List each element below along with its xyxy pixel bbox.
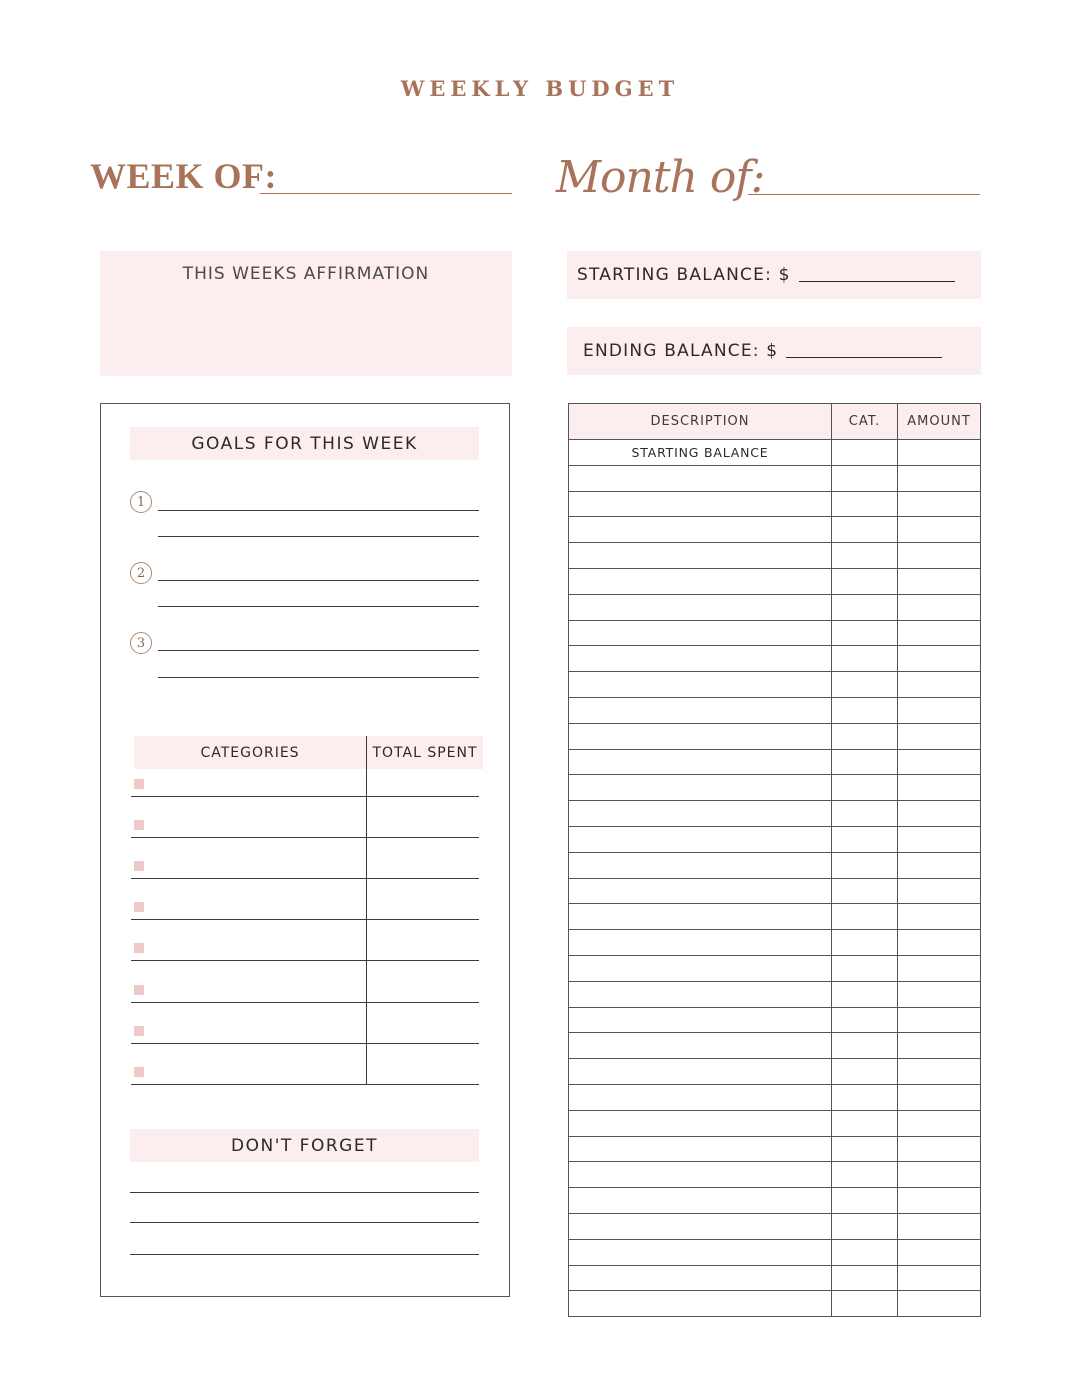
table-cell[interactable] (898, 775, 981, 801)
table-row (569, 517, 981, 543)
table-cell[interactable] (898, 826, 981, 852)
table-cell[interactable] (898, 491, 981, 517)
table-row (569, 801, 981, 827)
ending-balance-label: ENDING BALANCE: $ (583, 341, 779, 361)
description-column-header: DESCRIPTION (569, 404, 832, 440)
table-cell[interactable] (832, 1265, 898, 1291)
table-cell[interactable] (569, 1033, 832, 1059)
category-checkbox[interactable] (134, 943, 144, 953)
table-row (569, 1110, 981, 1136)
table-cell[interactable] (832, 465, 898, 491)
table-cell[interactable] (898, 1188, 981, 1214)
table-cell[interactable] (832, 955, 898, 981)
table-cell[interactable] (898, 1136, 981, 1162)
starting-balance-label: STARTING BALANCE: $ (577, 265, 791, 285)
table-cell[interactable] (569, 775, 832, 801)
table-row (569, 491, 981, 517)
table-cell[interactable] (832, 981, 898, 1007)
table-cell[interactable] (898, 723, 981, 749)
table-cell[interactable] (898, 1033, 981, 1059)
table-cell[interactable] (898, 878, 981, 904)
table-cell[interactable] (569, 1007, 832, 1033)
table-cell[interactable] (832, 1136, 898, 1162)
table-row (569, 594, 981, 620)
transactions-header-row (569, 404, 981, 440)
category-row-line[interactable] (131, 878, 479, 879)
table-cell[interactable] (569, 1059, 832, 1085)
table-cell[interactable] (898, 1239, 981, 1265)
table-row (569, 440, 981, 466)
table-cell[interactable] (569, 620, 832, 646)
month-of-label: Month of: (556, 152, 765, 203)
table-cell[interactable] (832, 517, 898, 543)
category-row-line[interactable] (131, 837, 479, 838)
table-cell[interactable] (832, 1188, 898, 1214)
table-cell[interactable] (569, 1162, 832, 1188)
table-cell[interactable] (569, 1188, 832, 1214)
table-cell[interactable] (898, 981, 981, 1007)
table-cell[interactable] (898, 749, 981, 775)
table-row (569, 1084, 981, 1110)
table-cell[interactable] (832, 620, 898, 646)
table-cell[interactable] (569, 1291, 832, 1317)
table-cell[interactable] (898, 1110, 981, 1136)
table-cell[interactable] (569, 981, 832, 1007)
table-row (569, 1239, 981, 1265)
table-row (569, 1162, 981, 1188)
table-cell[interactable] (569, 1265, 832, 1291)
table-cell[interactable] (569, 1084, 832, 1110)
table-row (569, 672, 981, 698)
table-row (569, 955, 981, 981)
table-cell[interactable] (898, 1291, 981, 1317)
goal-2-line-1[interactable] (158, 580, 479, 581)
table-cell[interactable] (898, 594, 981, 620)
table-row (569, 981, 981, 1007)
table-cell[interactable] (898, 955, 981, 981)
category-row-line[interactable] (131, 1084, 479, 1085)
dont-forget-line-1[interactable] (130, 1192, 479, 1193)
table-row (569, 568, 981, 594)
table-cell[interactable] (898, 1265, 981, 1291)
table-cell[interactable] (569, 723, 832, 749)
table-cell[interactable] (832, 1059, 898, 1085)
category-checkbox[interactable] (134, 1067, 144, 1077)
table-row (569, 620, 981, 646)
table-cell[interactable] (569, 517, 832, 543)
table-cell[interactable] (569, 852, 832, 878)
starting-balance-field[interactable] (799, 269, 955, 282)
table-cell[interactable] (569, 543, 832, 569)
table-cell[interactable] (832, 904, 898, 930)
table-row (569, 1291, 981, 1317)
starting-balance-row-label: STARTING BALANCE (569, 440, 832, 466)
table-cell[interactable] (832, 646, 898, 672)
table-cell[interactable] (569, 491, 832, 517)
table-cell[interactable] (832, 1162, 898, 1188)
dont-forget-line-2[interactable] (130, 1222, 479, 1223)
category-checkbox[interactable] (134, 902, 144, 912)
table-cell[interactable] (569, 955, 832, 981)
table-cell[interactable] (898, 930, 981, 956)
table-cell[interactable] (898, 440, 981, 466)
affirmation-label: THIS WEEKS AFFIRMATION (182, 264, 430, 284)
table-row (569, 697, 981, 723)
table-row (569, 1188, 981, 1214)
table-cell[interactable] (898, 620, 981, 646)
table-row (569, 775, 981, 801)
table-cell[interactable] (569, 1213, 832, 1239)
category-checkbox[interactable] (134, 779, 144, 789)
goal-3-line-1[interactable] (158, 650, 479, 651)
table-cell[interactable] (832, 749, 898, 775)
table-cell[interactable] (569, 749, 832, 775)
starting-balance-box (567, 251, 981, 299)
goal-1-line-2[interactable] (158, 536, 479, 537)
table-cell[interactable] (898, 646, 981, 672)
table-cell[interactable] (898, 1007, 981, 1033)
left-panel (100, 403, 510, 1297)
table-row (569, 1136, 981, 1162)
week-of-label: WEEK OF: (90, 156, 278, 196)
goal-1-line-1[interactable] (158, 510, 479, 511)
table-cell[interactable] (569, 1136, 832, 1162)
table-row (569, 723, 981, 749)
table-cell[interactable] (898, 672, 981, 698)
table-cell[interactable] (898, 517, 981, 543)
table-row (569, 904, 981, 930)
category-checkbox[interactable] (134, 985, 144, 995)
category-checkbox[interactable] (134, 820, 144, 830)
category-row-line[interactable] (131, 960, 479, 961)
table-cell[interactable] (832, 491, 898, 517)
ending-balance-box (567, 327, 981, 375)
table-row (569, 646, 981, 672)
table-cell[interactable] (898, 1084, 981, 1110)
table-row (569, 1265, 981, 1291)
table-cell[interactable] (832, 1291, 898, 1317)
table-cell[interactable] (832, 1084, 898, 1110)
table-cell[interactable] (832, 672, 898, 698)
category-checkbox[interactable] (134, 1026, 144, 1036)
table-cell[interactable] (832, 852, 898, 878)
table-cell[interactable] (832, 878, 898, 904)
table-cell[interactable] (569, 672, 832, 698)
table-cell[interactable] (832, 594, 898, 620)
goal-number-3: 3 (130, 632, 152, 654)
week-of-field[interactable] (260, 193, 512, 194)
table-cell[interactable] (898, 852, 981, 878)
category-column-header: CAT. (832, 404, 898, 440)
table-row (569, 878, 981, 904)
table-cell[interactable] (832, 1033, 898, 1059)
table-cell[interactable] (569, 904, 832, 930)
table-row (569, 749, 981, 775)
categories-column-label: CATEGORIES (200, 744, 300, 761)
category-row-line[interactable] (131, 1043, 479, 1044)
table-cell[interactable] (569, 594, 832, 620)
categories-divider (366, 736, 367, 1084)
table-cell[interactable] (898, 1213, 981, 1239)
goal-number-1: 1 (130, 491, 152, 513)
table-cell[interactable] (898, 801, 981, 827)
table-cell[interactable] (832, 697, 898, 723)
table-row (569, 1059, 981, 1085)
table-cell[interactable] (569, 568, 832, 594)
transactions-table (568, 403, 981, 1317)
category-checkbox[interactable] (134, 861, 144, 871)
goal-number-2: 2 (130, 562, 152, 584)
affirmation-box[interactable] (100, 251, 512, 376)
table-cell[interactable] (569, 1239, 832, 1265)
table-row (569, 930, 981, 956)
table-cell[interactable] (898, 904, 981, 930)
categories-header (134, 736, 366, 769)
table-cell[interactable] (832, 1239, 898, 1265)
page-title: WEEKLY BUDGET (400, 76, 680, 101)
table-cell[interactable] (569, 697, 832, 723)
goals-heading: GOALS FOR THIS WEEK (130, 427, 479, 460)
table-cell[interactable] (832, 568, 898, 594)
total-spent-column-label: TOTAL SPENT (372, 744, 478, 761)
table-cell[interactable] (898, 1059, 981, 1085)
table-row (569, 1033, 981, 1059)
table-row (569, 1213, 981, 1239)
category-row-line[interactable] (131, 796, 479, 797)
table-row (569, 465, 981, 491)
table-cell[interactable] (832, 930, 898, 956)
table-cell[interactable] (569, 1110, 832, 1136)
table-row (569, 1007, 981, 1033)
table-row (569, 826, 981, 852)
total-spent-header (367, 736, 483, 769)
table-cell[interactable] (569, 826, 832, 852)
table-cell[interactable] (832, 826, 898, 852)
goal-2-line-2[interactable] (158, 606, 479, 607)
dont-forget-heading: DON'T FORGET (130, 1129, 479, 1162)
table-cell[interactable] (569, 801, 832, 827)
table-cell[interactable] (569, 930, 832, 956)
goal-3-line-2[interactable] (158, 677, 479, 678)
category-row-line[interactable] (131, 919, 479, 920)
amount-column-header: AMOUNT (898, 404, 981, 440)
table-cell[interactable] (832, 1213, 898, 1239)
table-cell[interactable] (569, 878, 832, 904)
table-cell[interactable] (898, 697, 981, 723)
category-row-line[interactable] (131, 1002, 479, 1003)
dont-forget-line-3[interactable] (130, 1254, 479, 1255)
table-cell[interactable] (832, 1007, 898, 1033)
table-cell[interactable] (832, 801, 898, 827)
ending-balance-field[interactable] (786, 345, 942, 358)
table-cell[interactable] (832, 775, 898, 801)
table-cell[interactable] (898, 465, 981, 491)
table-cell[interactable] (832, 440, 898, 466)
table-cell[interactable] (898, 543, 981, 569)
table-cell[interactable] (832, 1110, 898, 1136)
table-cell[interactable] (832, 543, 898, 569)
table-row (569, 852, 981, 878)
table-cell[interactable] (832, 723, 898, 749)
table-cell[interactable] (569, 465, 832, 491)
table-row (569, 543, 981, 569)
table-cell[interactable] (569, 646, 832, 672)
month-of-field[interactable] (748, 194, 980, 195)
table-cell[interactable] (898, 1162, 981, 1188)
table-cell[interactable] (898, 568, 981, 594)
